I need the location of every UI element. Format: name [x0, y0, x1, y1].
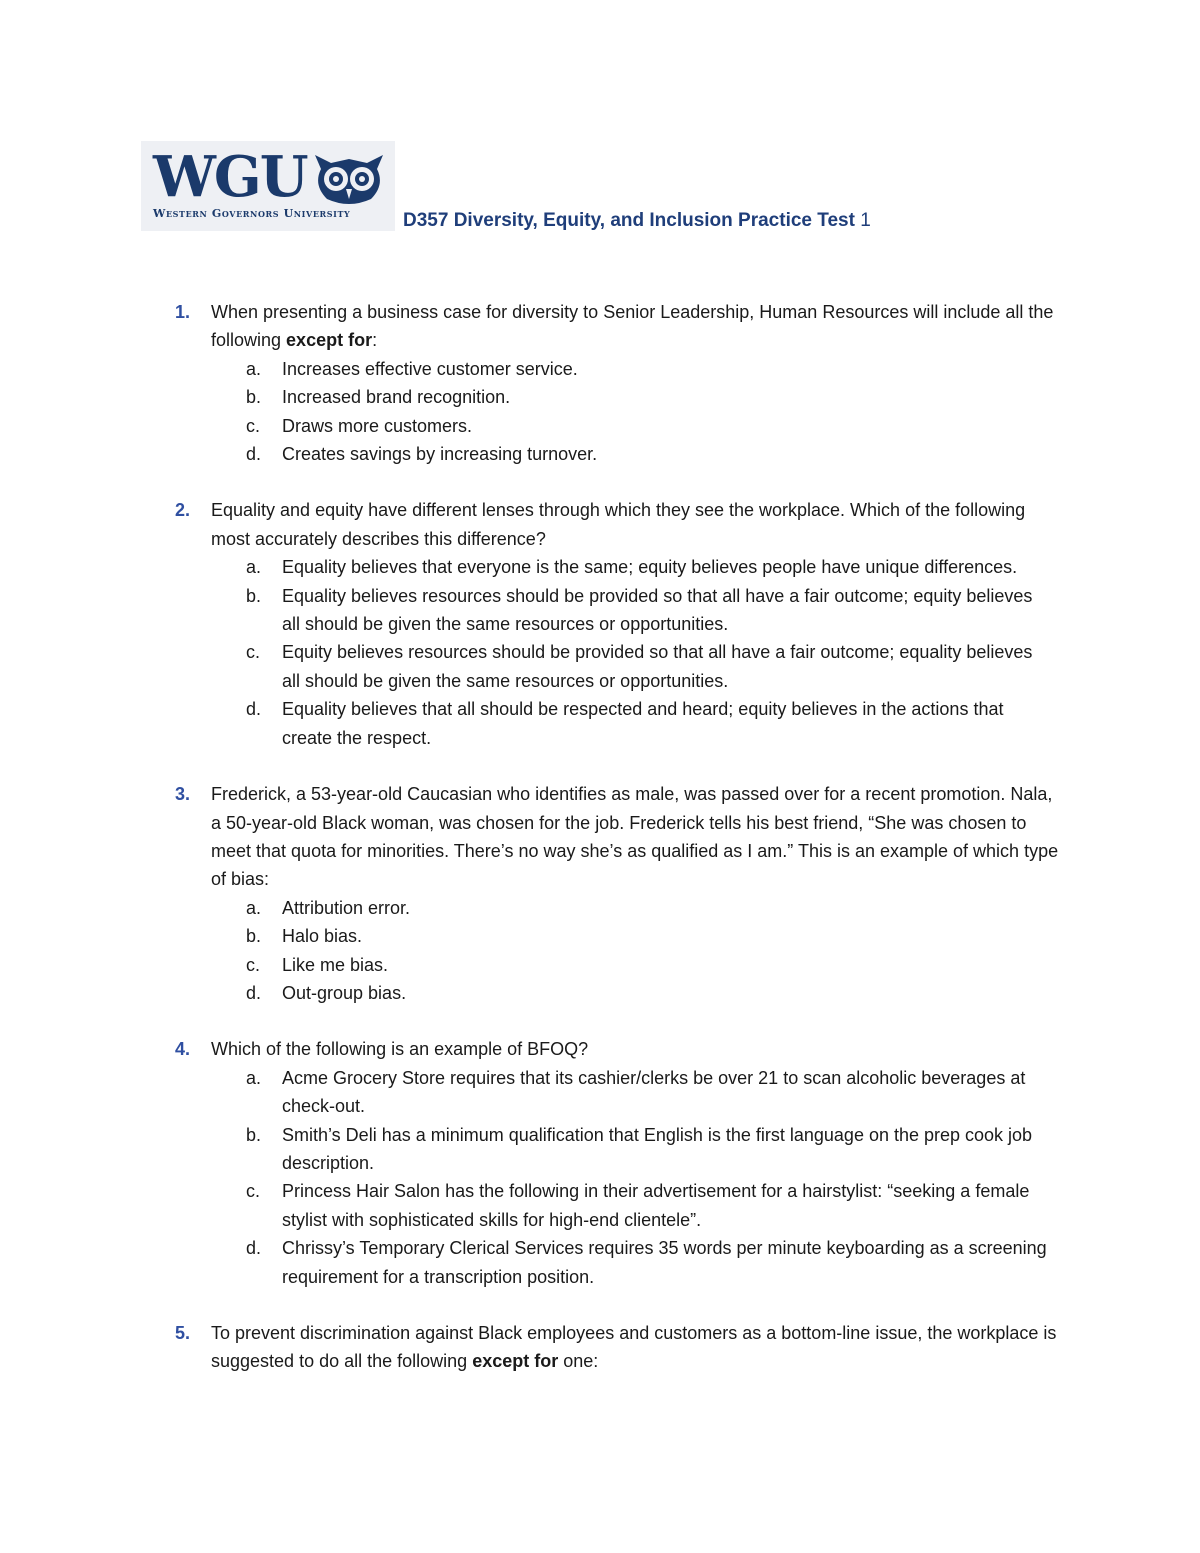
- question-1: [0, 298, 1200, 468]
- question-4: [0, 1035, 1200, 1291]
- option-item: [0, 383, 1200, 411]
- option-letter: b.: [246, 1124, 262, 1145]
- option-letter: a.: [246, 358, 262, 379]
- question-2: [0, 496, 1200, 752]
- option-item: [0, 1121, 1200, 1178]
- option-text: Creates savings by increasing turnover.: [282, 444, 598, 465]
- question-number: 4.: [175, 1039, 191, 1060]
- question-text-part: Which of the following is an example of BFOQ?: [211, 1039, 589, 1060]
- option-text: Princess Hair Salon has the following in their advertisement for a hairstylist: “seeking a female stylist with sophisticated skills for high-end clientele”.: [282, 1181, 1030, 1230]
- option-letter: c.: [246, 1181, 261, 1202]
- option-letter: d.: [246, 982, 262, 1003]
- option-item: [0, 922, 1200, 950]
- option-text: Increased brand recognition.: [282, 387, 511, 408]
- option-text: Chrissy’s Temporary Clerical Services requires 35 words per minute keyboarding as a screening requirement for a transcription position.: [282, 1238, 1047, 1287]
- question-text-part: Equality and equity have different lenses through which they see the workplace. Which of the following most accurately describes this difference?: [211, 500, 1026, 549]
- question-emphasis: except for: [472, 1351, 559, 1372]
- option-letter: a.: [246, 897, 262, 918]
- option-list: [0, 355, 1200, 469]
- option-text: Smith’s Deli has a minimum qualification that English is the first language on the prep cook job description.: [282, 1124, 1033, 1173]
- option-text: Equity believes resources should be provided so that all have a fair outcome; equality believes all should be given the same resources or opportunities.: [282, 642, 1033, 691]
- option-letter: c.: [246, 642, 261, 663]
- option-letter: b.: [246, 926, 262, 947]
- option-item: [0, 951, 1200, 979]
- option-text: Acme Grocery Store requires that its cashier/clerks be over 21 to scan alcoholic beverages at check-out.: [282, 1067, 1026, 1117]
- logo-subtitle: Western Governors University: [153, 207, 351, 220]
- question-3: [0, 780, 1200, 1007]
- option-text: Equality believes resources should be provided so that all have a fair outcome; equity believes all should be given the same resources or opportunities.: [282, 585, 1033, 635]
- option-letter: d.: [246, 699, 262, 720]
- wgu-logo: [141, 141, 395, 231]
- option-item: [0, 1177, 1200, 1234]
- option-text: Equality believes that all should be respected and heard; equity believes in the actions that create the respect.: [282, 699, 1004, 748]
- option-item: [0, 582, 1200, 639]
- option-item: [0, 979, 1200, 1007]
- question-list: [0, 298, 1200, 1404]
- option-letter: a.: [246, 1067, 262, 1088]
- option-text: Increases effective customer service.: [282, 358, 578, 379]
- option-letter: d.: [246, 1238, 262, 1259]
- option-item: [0, 553, 1200, 581]
- question-text: [211, 1319, 1061, 1376]
- question-text-part: :: [372, 330, 378, 351]
- option-item: [0, 1234, 1200, 1291]
- option-list: [0, 894, 1200, 1008]
- question-number: 3.: [175, 784, 191, 805]
- option-text: Like me bias.: [282, 954, 389, 975]
- owl-icon: [311, 149, 387, 207]
- question-number: 5.: [175, 1323, 191, 1343]
- option-list: [0, 1064, 1200, 1291]
- option-item: [0, 440, 1200, 468]
- question-text: [211, 298, 1061, 355]
- option-letter: a.: [246, 557, 262, 578]
- logo-wordmark: WGU: [153, 144, 307, 210]
- option-letter: c.: [246, 954, 261, 975]
- option-item: [0, 355, 1200, 383]
- option-list: [0, 553, 1200, 752]
- option-item: [0, 1064, 1200, 1121]
- page-title: [403, 210, 871, 232]
- question-text-part: When presenting a business case for diversity to Senior Leadership, Human Resources will include all the following: [211, 302, 1054, 351]
- question-emphasis: except for: [286, 330, 373, 351]
- option-letter: c.: [246, 415, 261, 436]
- question-text: [211, 1035, 1061, 1063]
- question-text-part: one:: [558, 1351, 599, 1372]
- option-letter: b.: [246, 387, 262, 408]
- question-text: [211, 496, 1061, 553]
- option-text: Attribution error.: [282, 897, 411, 918]
- option-letter: b.: [246, 585, 262, 606]
- question-text-part: Frederick, a 53-year-old Caucasian who identifies as male, was passed over for a recent promotion. Nala, a 50-year-old Black woman, was chosen for the job. Frederick tells his best friend, “She was chosen to meet that quota for minorities. There’s no way she’s as qualified as I am.” This is an example of which type of bias:: [211, 784, 1059, 890]
- option-text: Halo bias.: [282, 926, 363, 947]
- option-text: Draws more customers.: [282, 415, 473, 436]
- title-text: D357 Diversity, Equity, and Inclusion Practice Test: [403, 210, 855, 231]
- option-letter: d.: [246, 444, 262, 465]
- question-text: [211, 780, 1061, 894]
- option-item: [0, 695, 1200, 752]
- option-item: [0, 894, 1200, 922]
- option-item: [0, 412, 1200, 440]
- title-number: 1: [860, 210, 871, 231]
- option-text: Out-group bias.: [282, 982, 407, 1003]
- question-text-part: To prevent discrimination against Black employees and customers as a bottom-line issue, the workplace is suggested to do all the following: [211, 1323, 1057, 1372]
- question-5: [0, 1319, 1200, 1376]
- question-number: 1.: [175, 302, 191, 322]
- option-text: Equality believes that everyone is the same; equity believes people have unique differences.: [282, 557, 1018, 578]
- option-item: [0, 638, 1200, 695]
- question-number: 2.: [175, 500, 191, 521]
